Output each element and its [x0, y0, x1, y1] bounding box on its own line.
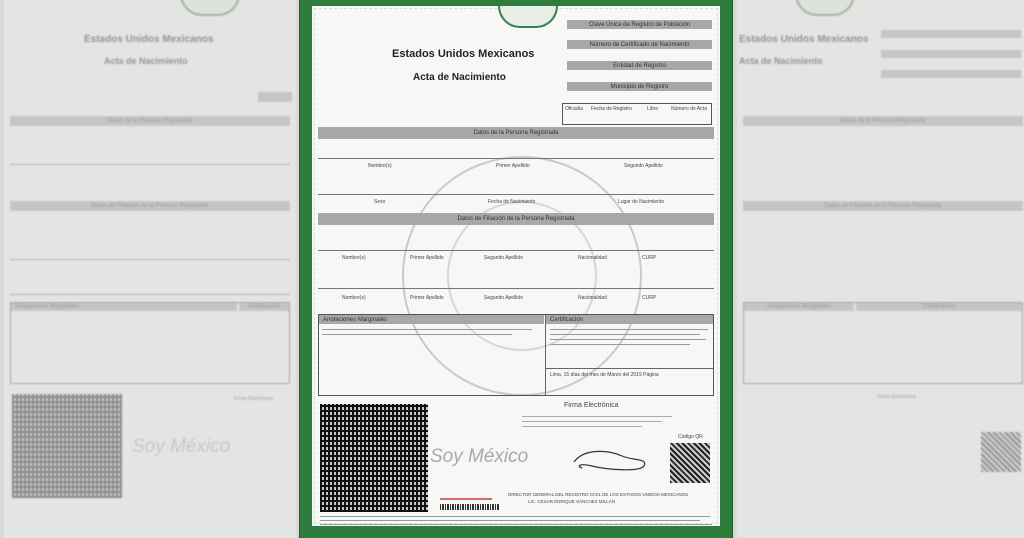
- ghost-watermark: Soy México: [132, 436, 231, 457]
- anotaciones-header: Anotaciones Marginales: [319, 315, 544, 324]
- registry-table: Oficialía Fecha de Registro Libro Número de Acta: [562, 103, 712, 125]
- field-municipio: Municipio de Registro: [567, 82, 712, 91]
- label-sexo: Sexo: [374, 199, 386, 205]
- parent1-nombres: Nombre(s): [342, 255, 366, 261]
- ghost-section-parents: Datos de Filiación de la Persona Registrada: [10, 201, 290, 211]
- label-segundo-apellido: Segundo Apellido: [624, 163, 663, 169]
- director-title: DIRECTOR GENERAL DEL REGISTRO CIVIL DE LOS ESTADOS UNIDOS MEXICANOS: [508, 492, 689, 497]
- watermark-soy-mexico: Soy México: [430, 446, 529, 467]
- ghost-qr-small: [981, 432, 1021, 472]
- ghost-country: Estados Unidos Mexicanos: [84, 34, 214, 45]
- label-primer-apellido: Primer Apellido: [496, 163, 530, 169]
- parent1-primer-apellido: Primer Apellido: [410, 255, 444, 261]
- ghost-qr-code: [12, 394, 122, 498]
- codigo-qr-label: Código QR: [678, 434, 703, 440]
- ghost-certificacion-right: Certificación: [856, 303, 1022, 311]
- barcode: [440, 504, 500, 510]
- document-title: Acta de Nacimiento: [413, 72, 506, 83]
- field-cert-number: Número de Certificado de Nacimiento: [567, 40, 712, 49]
- qr-code-large: [320, 404, 428, 512]
- section-person: Datos de la Persona Registrada: [318, 127, 714, 139]
- field-curp: Clave Única de Registro de Población: [567, 20, 712, 29]
- label-nombres: Nombre(s): [368, 163, 392, 169]
- birth-certificate: [300, 0, 732, 538]
- ghost-certificacion: Certificación: [239, 303, 289, 311]
- country-title: Estados Unidos Mexicanos: [392, 48, 535, 60]
- national-seal-icon: [498, 6, 558, 28]
- ghost-firma-right: Firma Electrónica: [877, 394, 916, 400]
- parent1-nacionalidad: Nacionalidad: [578, 255, 607, 261]
- signature-icon: [568, 444, 650, 474]
- ghost-title: Acta de Nacimiento: [104, 56, 188, 66]
- firma-electronica-label: Firma Electrónica: [564, 402, 619, 409]
- parent2-curp: CURP: [642, 295, 657, 301]
- parent2-segundo-apellido: Segundo Apellido: [484, 295, 523, 301]
- parent2-nombres: Nombre(s): [342, 295, 366, 301]
- field-entidad: Entidad de Registro: [567, 61, 712, 70]
- director-name: LIC. CÉSAR ENRIQUE SÁNCHEZ MILLÁN: [528, 499, 616, 504]
- section-parents: Datos de Filiación de la Persona Registrada: [318, 213, 714, 225]
- parent2-nacionalidad: Nacionalidad: [578, 295, 607, 301]
- ghost-document-left: [4, 0, 296, 538]
- label-lugar-nacimiento: Lugar de Nacimiento: [618, 199, 665, 205]
- qr-code-small: [670, 443, 710, 483]
- ghost-anotaciones: Anotaciones Marginales: [11, 303, 237, 311]
- label-fecha-nacimiento: Fecha de Nacimiento: [488, 199, 536, 205]
- certificacion-header: Certificación: [546, 315, 713, 324]
- ghost-seal-right: [795, 0, 855, 16]
- red-mark: [440, 498, 492, 500]
- ghost-country-right: Estados Unidos Mexicanos: [739, 34, 869, 45]
- annotations-box: [318, 314, 714, 396]
- parent2-primer-apellido: Primer Apellido: [410, 295, 444, 301]
- ghost-section-person: Datos de la Persona Registrada: [10, 116, 290, 126]
- certificacion-fecha: Lima, 15 días del mes de Marzo del 2019 Página: [550, 372, 659, 378]
- ghost-title-right: Acta de Nacimiento: [739, 56, 823, 66]
- ghost-anotaciones-right: Anotaciones Marginales: [744, 303, 854, 311]
- parent1-curp: CURP: [642, 255, 657, 261]
- ghost-firma: Firma Electrónica: [234, 396, 273, 402]
- parent1-segundo-apellido: Segundo Apellido: [484, 255, 523, 261]
- ghost-section-person-right: Datos de la Persona Registrada: [743, 116, 1023, 126]
- ghost-seal: [180, 0, 240, 16]
- ghost-document-right: [737, 0, 1024, 538]
- ghost-section-parents-right: Datos de Filiación de la Persona Registrada: [743, 201, 1023, 211]
